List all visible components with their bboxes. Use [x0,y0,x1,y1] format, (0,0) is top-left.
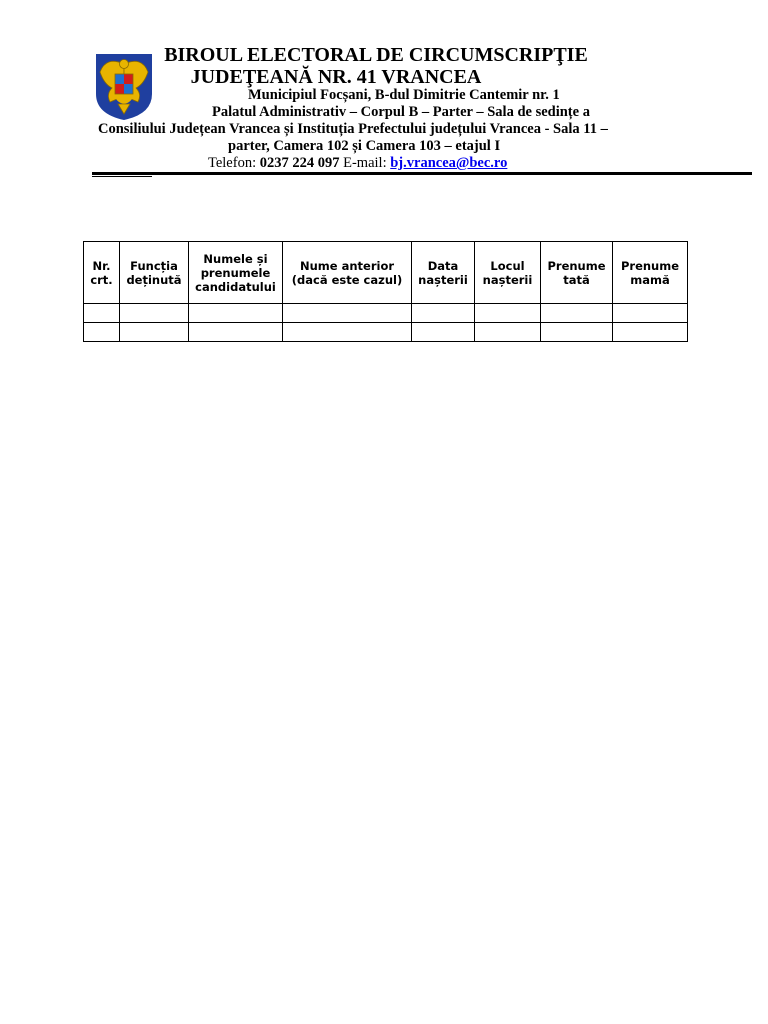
col-nume-anterior: Nume anterior (dacă este cazul) [283,242,412,304]
header-title-line2: JUDEŢEANĂ NR. 41 VRANCEA [190,66,482,88]
header-title-line1: BIROUL ELECTORAL DE CIRCUMSCRIPŢIE [164,44,588,66]
col-locul-nasterii: Locul nașterii [475,242,541,304]
table-cell [613,304,688,323]
table-cell [84,323,120,342]
table-cell [120,323,189,342]
phone-label: Telefon: [208,155,257,171]
table-cell [412,323,475,342]
table-cell [283,323,412,342]
table-row [84,304,688,323]
table-cell [541,304,613,323]
contact-line [208,155,507,172]
address-line1: Municipiul Focșani, B-dul Dimitrie Cantemir nr. 1 [248,87,560,103]
col-prenume-mama: Prenume mamă [613,242,688,304]
address-line4: parter, Camera 102 și Camera 103 – etajul I [228,138,501,154]
table-cell [412,304,475,323]
table-cell [189,304,283,323]
table-cell [475,304,541,323]
col-functia: Funcția deținută [120,242,189,304]
col-numele: Numele și prenumele candidatului [189,242,283,304]
table-cell [189,323,283,342]
table-header-row [84,242,688,304]
table-cell [120,304,189,323]
address-line3: Consiliului Județean Vrancea și Instituția Prefectului județului Vrancea - Sala 11 – [98,121,608,137]
email-link[interactable]: bj.vrancea@bec.ro [390,155,508,171]
header-divider-accent [92,176,152,177]
table-cell [541,323,613,342]
table-row [84,323,688,342]
candidates-table [83,241,688,342]
header-divider [92,172,752,175]
col-prenume-tata: Prenume tată [541,242,613,304]
phone-number: 0237 224 097 [259,155,340,171]
email-label: E-mail: [343,155,387,171]
col-nr-crt: Nr. crt. [84,242,120,304]
table-cell [475,323,541,342]
address-line2: Palatul Administrativ – Corpul B – Parter – Sala de sedințe a [212,104,590,120]
table-cell [84,304,120,323]
table-cell [613,323,688,342]
col-data-nasterii: Data nașterii [412,242,475,304]
table-cell [283,304,412,323]
